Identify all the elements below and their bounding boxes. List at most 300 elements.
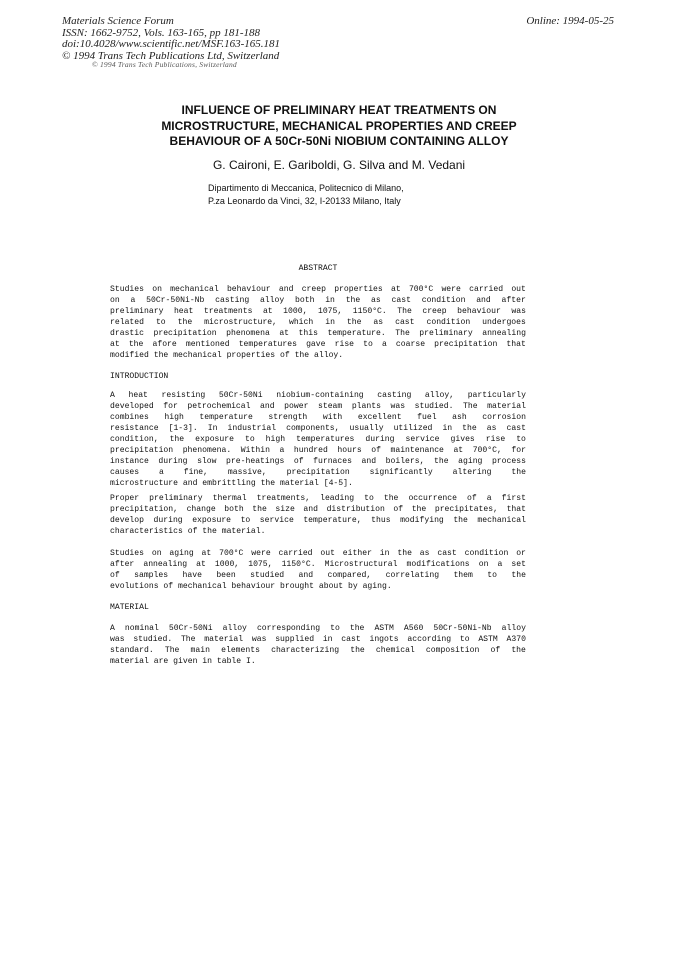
word: a bbox=[159, 468, 164, 477]
word: Studies bbox=[110, 549, 144, 558]
word: utilized bbox=[393, 424, 433, 433]
word: of bbox=[393, 505, 404, 514]
word: a bbox=[486, 494, 492, 503]
word: high bbox=[164, 413, 184, 422]
affiliation bbox=[208, 182, 404, 208]
word: a bbox=[130, 296, 136, 305]
word: which bbox=[288, 318, 314, 327]
issn-line: ISSN: 1662-9752, Vols. 163-165, pp 181-188 bbox=[62, 26, 260, 39]
word: A bbox=[110, 391, 115, 400]
word: strength bbox=[268, 413, 308, 422]
word: both bbox=[224, 505, 244, 514]
text-line: material are given in table I. bbox=[110, 657, 256, 666]
word: carried bbox=[278, 549, 313, 558]
word: after bbox=[110, 560, 135, 569]
word: to bbox=[155, 318, 166, 327]
word: chemical bbox=[375, 646, 415, 655]
word: at bbox=[201, 549, 212, 558]
text-line bbox=[110, 328, 526, 339]
word: phenomena bbox=[226, 329, 270, 338]
word: a bbox=[279, 446, 285, 455]
text-line bbox=[110, 623, 526, 634]
word: material bbox=[487, 402, 526, 411]
word: develop bbox=[110, 516, 144, 525]
word: standard. bbox=[110, 646, 154, 655]
word: rise bbox=[334, 340, 355, 349]
word: excellent bbox=[357, 413, 402, 422]
word: was bbox=[110, 635, 125, 644]
word: that bbox=[506, 505, 526, 514]
word: The bbox=[395, 329, 410, 338]
word: as bbox=[371, 296, 381, 305]
text-line bbox=[110, 423, 526, 434]
word: correlating bbox=[385, 571, 440, 580]
word: 1000, bbox=[283, 307, 308, 316]
text-line bbox=[110, 317, 526, 328]
word: the bbox=[128, 340, 144, 349]
word: gives bbox=[450, 435, 475, 444]
introduction-paragraph-3 bbox=[110, 548, 526, 592]
word: the bbox=[346, 318, 362, 327]
word: alloy bbox=[259, 296, 285, 305]
word: coarse bbox=[395, 340, 426, 349]
word: undergoes bbox=[482, 318, 526, 327]
word: of bbox=[467, 494, 477, 503]
word: condition bbox=[464, 549, 509, 558]
word: and bbox=[260, 402, 275, 411]
word: to bbox=[244, 435, 255, 444]
word: alloy bbox=[222, 624, 247, 633]
word: particularly bbox=[467, 391, 526, 400]
word: out bbox=[511, 285, 526, 294]
word: compared, bbox=[327, 571, 372, 580]
word: distribution bbox=[326, 505, 385, 514]
word: were bbox=[251, 549, 271, 558]
word: 50Cr-50Ni-Nb bbox=[433, 624, 492, 633]
word: precipitation bbox=[434, 340, 498, 349]
word: combines bbox=[110, 413, 149, 422]
word: Proper bbox=[110, 494, 140, 503]
word: the bbox=[434, 457, 449, 466]
word: been bbox=[216, 571, 236, 580]
word: to bbox=[364, 494, 374, 503]
text-line bbox=[110, 548, 526, 559]
word: of bbox=[490, 646, 501, 655]
material-heading: MATERIAL bbox=[110, 603, 149, 612]
word: A560 bbox=[403, 624, 424, 633]
word: characterizing bbox=[271, 646, 340, 655]
text-line: characteristics of the material. bbox=[110, 527, 266, 536]
word: corrosion bbox=[482, 413, 526, 422]
word: that bbox=[506, 340, 526, 349]
word: fuel bbox=[417, 413, 437, 422]
word: at bbox=[279, 329, 290, 338]
word: the bbox=[252, 505, 267, 514]
word: precipitates, bbox=[434, 505, 498, 514]
text-line bbox=[110, 456, 526, 467]
word: temperatures bbox=[296, 435, 355, 444]
word: carried bbox=[469, 285, 504, 294]
word: and bbox=[361, 457, 377, 466]
word: the bbox=[383, 494, 399, 503]
word: the bbox=[453, 516, 468, 525]
word: drastic bbox=[110, 329, 144, 338]
affiliation-line: P.za Leonardo da Vinci, 32, I-20133 Milano, Italy bbox=[208, 196, 401, 206]
word: during bbox=[153, 516, 183, 525]
text-line bbox=[110, 445, 526, 456]
word: pre-heatings bbox=[226, 457, 285, 466]
word: composition bbox=[425, 646, 480, 655]
word: plants bbox=[351, 402, 381, 411]
word: ingots bbox=[369, 635, 399, 644]
text-line: modified the mechanical properties of the alloy. bbox=[110, 351, 344, 360]
authors: G. Caironi, E. Gariboldi, G. Silva and M. Vedani bbox=[212, 158, 466, 172]
word: condition bbox=[421, 296, 466, 305]
word: precipitation bbox=[286, 468, 350, 477]
word: [1-3]. bbox=[168, 424, 198, 433]
word: annealing bbox=[482, 329, 526, 338]
word: components, bbox=[286, 424, 340, 433]
word: petrochemical bbox=[187, 402, 251, 411]
word: 1000, bbox=[214, 560, 240, 569]
word: condition, bbox=[110, 435, 159, 444]
affiliation-line: Dipartimento di Meccanica, Politecnico di Milano, bbox=[208, 183, 404, 193]
word: annealing bbox=[143, 560, 188, 569]
word: set bbox=[511, 560, 526, 569]
word: mechanical bbox=[477, 516, 526, 525]
word: thermal bbox=[212, 494, 247, 503]
word: cast bbox=[391, 296, 411, 305]
text-line: evolutions of mechanical behaviour brought about by aging. bbox=[110, 582, 392, 591]
word: slow bbox=[197, 457, 217, 466]
word: and bbox=[476, 296, 491, 305]
word: heat bbox=[173, 307, 194, 316]
word: 700°C bbox=[408, 285, 434, 294]
word: precipitation, bbox=[110, 505, 178, 514]
word: the bbox=[511, 468, 526, 477]
word: mechanical bbox=[170, 285, 219, 294]
word: A370 bbox=[506, 635, 526, 644]
word: to bbox=[363, 340, 373, 349]
word: 1150°C. bbox=[281, 560, 316, 569]
word: power bbox=[284, 402, 309, 411]
word: size bbox=[275, 505, 295, 514]
word: casting bbox=[377, 391, 412, 400]
word: temperatures bbox=[238, 340, 297, 349]
word: temperature, bbox=[303, 516, 362, 525]
word: samples bbox=[134, 571, 169, 580]
introduction-heading: INTRODUCTION bbox=[110, 372, 169, 381]
word: 1150°C. bbox=[352, 307, 387, 316]
word: steam bbox=[317, 402, 343, 411]
word: A bbox=[110, 624, 115, 633]
word: creep bbox=[301, 285, 326, 294]
text-line bbox=[110, 467, 526, 478]
word: service bbox=[405, 435, 440, 444]
abstract-heading: ABSTRACT bbox=[298, 264, 338, 273]
word: and bbox=[303, 505, 318, 514]
word: corresponding bbox=[256, 624, 321, 633]
word: out bbox=[320, 549, 335, 558]
word: them bbox=[453, 571, 473, 580]
word: have bbox=[182, 571, 202, 580]
word: at bbox=[262, 307, 273, 316]
word: hundred bbox=[293, 446, 328, 455]
word: on bbox=[478, 560, 489, 569]
text-line: microstructure and embrittling the material [4-5]. bbox=[110, 479, 353, 488]
text-line bbox=[110, 284, 526, 295]
abstract-body bbox=[110, 284, 526, 361]
word: and bbox=[298, 571, 314, 580]
word: casting bbox=[215, 296, 250, 305]
word: studied bbox=[250, 571, 285, 580]
word: the bbox=[511, 646, 526, 655]
text-line bbox=[110, 401, 526, 412]
word: on bbox=[151, 549, 162, 558]
word: microstructure, bbox=[204, 318, 278, 327]
word: with bbox=[322, 413, 343, 422]
word: on bbox=[110, 296, 120, 305]
word: 700°C bbox=[219, 549, 244, 558]
word: Studies bbox=[110, 285, 144, 294]
word: the bbox=[462, 424, 477, 433]
word: and bbox=[278, 285, 294, 294]
word: 50Cr-50Ni bbox=[218, 391, 263, 400]
journal-name: Materials Science Forum bbox=[62, 15, 174, 27]
word: usually bbox=[349, 424, 384, 433]
word: condition bbox=[426, 318, 471, 327]
word: 50Cr-50Ni bbox=[168, 624, 213, 633]
word: hours bbox=[337, 446, 362, 455]
word: altering bbox=[452, 468, 492, 477]
word: temperature. bbox=[327, 329, 386, 338]
word: first bbox=[501, 494, 526, 503]
text-line bbox=[110, 434, 526, 445]
word: thus bbox=[371, 516, 391, 525]
word: exposure bbox=[195, 435, 234, 444]
word: furnaces bbox=[313, 457, 352, 466]
word: cast bbox=[341, 635, 361, 644]
word: precipitation bbox=[153, 329, 217, 338]
word: supplied bbox=[275, 635, 315, 644]
word: exposure bbox=[192, 516, 232, 525]
word: resistance bbox=[110, 424, 159, 433]
word: studied. bbox=[414, 402, 454, 411]
word: a bbox=[497, 560, 503, 569]
word: to bbox=[240, 516, 251, 525]
text-line bbox=[110, 570, 526, 581]
word: 1075, bbox=[248, 560, 273, 569]
word: gave bbox=[306, 340, 326, 349]
word: alloy bbox=[501, 624, 526, 633]
word: was bbox=[251, 635, 267, 644]
word: during bbox=[365, 435, 395, 444]
word: maintenance bbox=[390, 446, 444, 455]
title-line: BEHAVIOUR OF A 50Cr-50Ni NIOBIUM CONTAINING ALLOY bbox=[169, 134, 509, 148]
word: high bbox=[265, 435, 286, 444]
word: studied. bbox=[133, 635, 173, 644]
word: on bbox=[152, 285, 162, 294]
word: at bbox=[110, 340, 120, 349]
word: elements bbox=[221, 646, 260, 655]
text-line bbox=[110, 559, 526, 570]
word: in bbox=[325, 318, 335, 327]
introduction-paragraph-2 bbox=[110, 493, 526, 537]
word: the bbox=[397, 549, 412, 558]
word: properties bbox=[334, 285, 383, 294]
word: according bbox=[407, 635, 452, 644]
word: niobium-containing bbox=[276, 391, 364, 400]
word: The bbox=[463, 402, 478, 411]
word: treatments bbox=[203, 307, 253, 316]
word: or bbox=[516, 549, 526, 558]
word: at bbox=[453, 446, 464, 455]
word: resisting bbox=[161, 391, 206, 400]
word: preliminary bbox=[110, 307, 164, 316]
word: material bbox=[204, 635, 244, 644]
word: treatments, bbox=[256, 494, 311, 503]
title-line: INFLUENCE OF PRELIMINARY HEAT TREATMENTS ON bbox=[181, 103, 497, 117]
word: In bbox=[207, 424, 218, 433]
word: modifications bbox=[406, 560, 470, 569]
word: for bbox=[163, 402, 178, 411]
word: temperature bbox=[199, 413, 253, 422]
word: process bbox=[491, 457, 526, 466]
paper-title bbox=[100, 103, 578, 150]
word: of bbox=[371, 446, 381, 455]
word: the bbox=[511, 571, 526, 580]
word: the bbox=[169, 435, 185, 444]
word: mentioned bbox=[185, 340, 230, 349]
word: service bbox=[259, 516, 294, 525]
word: heat bbox=[128, 391, 148, 400]
word: preliminary bbox=[149, 494, 203, 503]
word: after bbox=[501, 296, 526, 305]
word: of bbox=[110, 571, 120, 580]
word: nominal bbox=[124, 624, 159, 633]
word: ASTM bbox=[374, 624, 394, 633]
text-line bbox=[110, 390, 526, 401]
word: Within bbox=[240, 446, 270, 455]
word: was bbox=[390, 402, 406, 411]
word: related bbox=[110, 318, 144, 327]
text-line bbox=[110, 412, 526, 423]
word: to bbox=[330, 624, 340, 633]
word: as bbox=[373, 318, 384, 327]
word: was bbox=[511, 307, 526, 316]
word: in bbox=[322, 635, 333, 644]
text-line bbox=[110, 504, 526, 515]
word: creep bbox=[422, 307, 447, 316]
word: cast bbox=[437, 549, 457, 558]
word: the bbox=[411, 505, 427, 514]
word: causes bbox=[110, 468, 140, 477]
word: afore bbox=[152, 340, 177, 349]
text-line bbox=[110, 295, 526, 306]
doi-line: doi:10.4028/www.scientific.net/MSF.163-165.181 bbox=[62, 38, 281, 50]
text-line bbox=[110, 306, 526, 317]
word: aging bbox=[458, 457, 483, 466]
word: either bbox=[342, 549, 372, 558]
word: 1075, bbox=[317, 307, 343, 316]
word: to bbox=[459, 635, 470, 644]
word: alloy, bbox=[424, 391, 455, 400]
word: in bbox=[442, 424, 453, 433]
word: boilers, bbox=[385, 457, 425, 466]
word: both bbox=[295, 296, 315, 305]
word: this bbox=[298, 329, 318, 338]
word: in bbox=[379, 549, 390, 558]
word: cast bbox=[395, 318, 415, 327]
text-line bbox=[110, 634, 526, 645]
word: industrial bbox=[227, 424, 277, 433]
text-line bbox=[110, 645, 526, 656]
word: The bbox=[180, 635, 196, 644]
word: the bbox=[345, 296, 361, 305]
word: phenomena. bbox=[182, 446, 232, 455]
word: change bbox=[186, 505, 216, 514]
word: of bbox=[293, 457, 304, 466]
word: main bbox=[190, 646, 210, 655]
word: the bbox=[177, 318, 193, 327]
word: 700°C, bbox=[472, 446, 502, 455]
word: were bbox=[441, 285, 461, 294]
word: occurrence bbox=[408, 494, 458, 503]
word: preliminary bbox=[419, 329, 473, 338]
word: massive, bbox=[227, 468, 267, 477]
word: leading bbox=[320, 494, 355, 503]
word: modifying bbox=[400, 516, 444, 525]
word: 50Cr-50Ni-Nb bbox=[146, 296, 205, 305]
text-line bbox=[110, 493, 526, 504]
word: The bbox=[164, 646, 180, 655]
word: cast bbox=[506, 424, 526, 433]
word: instance bbox=[110, 457, 149, 466]
title-line: MICROSTRUCTURE, MECHANICAL PROPERTIES AND CREEP bbox=[161, 118, 517, 133]
word: as bbox=[419, 549, 430, 558]
word: ash bbox=[452, 413, 467, 422]
word: for bbox=[511, 446, 526, 455]
word: the bbox=[350, 646, 365, 655]
word: precipitation bbox=[110, 446, 174, 455]
word: behaviour bbox=[226, 285, 271, 294]
word: Microstructural bbox=[324, 560, 398, 569]
word: aging bbox=[169, 549, 194, 558]
word: The bbox=[397, 307, 412, 316]
journal-header bbox=[62, 16, 280, 62]
word: during bbox=[158, 457, 188, 466]
word: fine, bbox=[183, 468, 209, 477]
word: at bbox=[391, 285, 401, 294]
online-date: Online: 1994-05-25 bbox=[526, 15, 614, 27]
word: rise bbox=[485, 435, 506, 444]
word: to bbox=[487, 571, 497, 580]
copyright-line: © 1994 Trans Tech Publications Ltd, Switzerland bbox=[62, 49, 280, 62]
word: to bbox=[516, 435, 526, 444]
word: a bbox=[381, 340, 387, 349]
word: in bbox=[325, 296, 335, 305]
word: ASTM bbox=[478, 635, 498, 644]
word: significantly bbox=[369, 468, 433, 477]
introduction-paragraph-1 bbox=[110, 390, 526, 489]
text-line bbox=[110, 339, 526, 350]
word: the bbox=[349, 624, 365, 633]
faded-copyright: © 1994 Trans Tech Publications, Switzerland bbox=[92, 60, 237, 69]
text-line bbox=[110, 515, 526, 526]
material-paragraph bbox=[110, 623, 526, 667]
word: at bbox=[196, 560, 206, 569]
word: as bbox=[486, 424, 497, 433]
